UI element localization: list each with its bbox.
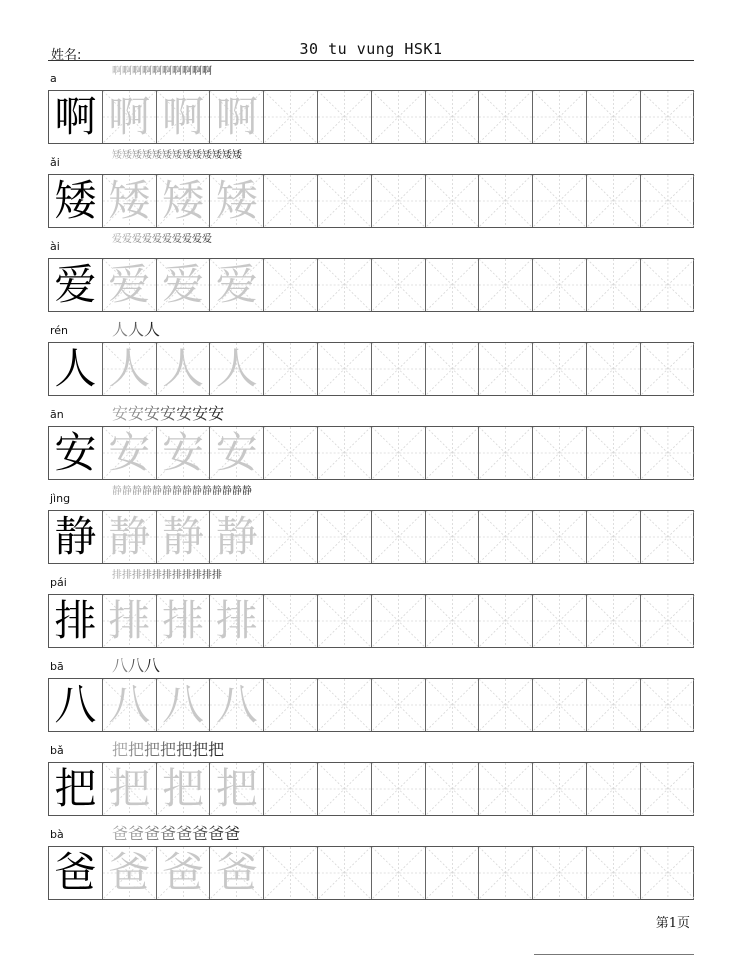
practice-cell[interactable] (264, 91, 318, 143)
pinyin-label: ān (50, 408, 64, 421)
practice-cell[interactable] (641, 259, 695, 311)
writing-grid (48, 762, 694, 816)
writing-grid (48, 342, 694, 396)
stroke-step: 排 (162, 570, 172, 581)
practice-cell[interactable] (641, 91, 695, 143)
practice-cell[interactable] (533, 847, 587, 899)
practice-row (48, 234, 694, 318)
practice-cell[interactable] (641, 679, 695, 731)
trace-character: 排 (161, 596, 204, 645)
stroke-step: 八 (112, 656, 129, 675)
stroke-order (112, 402, 292, 426)
stroke-step: 矮 (212, 150, 222, 161)
practice-cell[interactable] (641, 175, 695, 227)
trace-cell[interactable] (103, 763, 157, 815)
stroke-step: 静 (152, 486, 162, 497)
practice-cell[interactable] (533, 91, 587, 143)
practice-cell[interactable] (587, 763, 641, 815)
pinyin-label: bà (50, 828, 64, 841)
stroke-step: 啊 (142, 66, 152, 77)
stroke-order (112, 66, 292, 90)
stroke-step: 静 (222, 486, 232, 497)
stroke-step: 爱 (152, 234, 162, 245)
practice-cell[interactable] (264, 847, 318, 899)
stroke-step: 啊 (132, 66, 142, 77)
model-cell[interactable] (49, 511, 103, 563)
practice-cell[interactable] (587, 679, 641, 731)
stroke-step: 静 (182, 486, 192, 497)
stroke-step: 安 (112, 404, 129, 423)
stroke-step: 安 (160, 404, 177, 423)
practice-cell[interactable] (426, 343, 480, 395)
stroke-step: 矮 (202, 150, 212, 161)
writing-grid (48, 426, 694, 480)
practice-cell[interactable] (426, 763, 480, 815)
stroke-step: 排 (202, 570, 212, 581)
practice-cell[interactable] (372, 343, 426, 395)
stroke-order (112, 318, 292, 342)
trace-character: 人 (215, 344, 258, 393)
stroke-step: 啊 (202, 66, 212, 77)
stroke-order (112, 822, 292, 846)
stroke-step: 静 (112, 486, 122, 497)
trace-cell[interactable] (103, 511, 157, 563)
stroke-step: 爱 (132, 234, 142, 245)
trace-cell[interactable] (103, 595, 157, 647)
practice-cell[interactable] (426, 595, 480, 647)
trace-cell[interactable] (210, 427, 264, 479)
stroke-step: 爱 (122, 234, 132, 245)
stroke-step: 排 (182, 570, 192, 581)
practice-cell[interactable] (479, 511, 533, 563)
trace-character: 爱 (108, 260, 151, 309)
trace-cell[interactable] (210, 763, 264, 815)
practice-cell[interactable] (533, 175, 587, 227)
stroke-step: 矮 (192, 150, 202, 161)
stroke-step: 啊 (122, 66, 132, 77)
practice-cell[interactable] (587, 175, 641, 227)
stroke-step: 爱 (202, 234, 212, 245)
trace-cell[interactable] (210, 343, 264, 395)
practice-cell[interactable] (641, 511, 695, 563)
practice-cell[interactable] (426, 679, 480, 731)
practice-cell[interactable] (479, 595, 533, 647)
practice-cell[interactable] (426, 91, 480, 143)
stroke-step: 安 (192, 404, 209, 423)
practice-cell[interactable] (587, 343, 641, 395)
stroke-step: 爱 (172, 234, 182, 245)
practice-cell[interactable] (318, 91, 372, 143)
model-character: 静 (54, 512, 97, 561)
trace-cell[interactable] (157, 595, 211, 647)
practice-cell[interactable] (533, 763, 587, 815)
stroke-order (112, 738, 292, 762)
pinyin-label: ài (50, 240, 60, 253)
practice-cell[interactable] (264, 511, 318, 563)
stroke-step: 人 (112, 320, 129, 339)
trace-character: 排 (215, 596, 258, 645)
trace-character: 把 (215, 764, 258, 813)
model-cell[interactable] (49, 763, 103, 815)
stroke-step: 啊 (192, 66, 202, 77)
stroke-step: 矮 (222, 150, 232, 161)
practice-cell[interactable] (372, 175, 426, 227)
trace-character: 人 (108, 344, 151, 393)
practice-cell[interactable] (318, 259, 372, 311)
practice-rows (48, 66, 694, 906)
stroke-step: 安 (128, 404, 145, 423)
trace-cell[interactable] (210, 175, 264, 227)
stroke-step: 爱 (142, 234, 152, 245)
stroke-order (112, 234, 292, 258)
practice-cell[interactable] (479, 847, 533, 899)
stroke-step: 爸 (160, 824, 177, 843)
stroke-step: 静 (162, 486, 172, 497)
trace-character: 把 (108, 764, 151, 813)
pinyin-label: bǎ (50, 744, 64, 757)
stroke-step: 安 (208, 404, 225, 423)
trace-cell[interactable] (210, 595, 264, 647)
worksheet-title: 30 tu vung HSK1 (299, 40, 443, 58)
stroke-order (112, 150, 292, 174)
writing-grid (48, 846, 694, 900)
practice-cell[interactable] (372, 679, 426, 731)
stroke-step: 排 (122, 570, 132, 581)
practice-cell[interactable] (641, 427, 695, 479)
practice-cell[interactable] (426, 259, 480, 311)
pinyin-label: bā (50, 660, 64, 673)
trace-cell[interactable] (157, 91, 211, 143)
practice-cell[interactable] (372, 595, 426, 647)
practice-cell[interactable] (318, 343, 372, 395)
practice-cell[interactable] (318, 595, 372, 647)
practice-cell[interactable] (318, 175, 372, 227)
practice-cell[interactable] (479, 91, 533, 143)
trace-character: 爸 (215, 848, 258, 897)
stroke-step: 爱 (182, 234, 192, 245)
practice-cell[interactable] (264, 259, 318, 311)
trace-character: 矮 (108, 176, 151, 225)
practice-row (48, 402, 694, 486)
writing-grid (48, 594, 694, 648)
trace-character: 啊 (161, 92, 204, 141)
stroke-step: 静 (172, 486, 182, 497)
practice-cell[interactable] (426, 847, 480, 899)
practice-cell[interactable] (533, 259, 587, 311)
practice-cell[interactable] (479, 679, 533, 731)
practice-cell[interactable] (587, 91, 641, 143)
practice-row (48, 150, 694, 234)
practice-cell[interactable] (533, 511, 587, 563)
pinyin-label: ǎi (50, 156, 60, 169)
practice-cell[interactable] (641, 763, 695, 815)
practice-row (48, 822, 694, 906)
stroke-step: 安 (144, 404, 161, 423)
stroke-step: 排 (192, 570, 202, 581)
trace-cell[interactable] (210, 679, 264, 731)
practice-cell[interactable] (426, 175, 480, 227)
stroke-step: 矮 (182, 150, 192, 161)
trace-cell[interactable] (157, 175, 211, 227)
practice-cell[interactable] (533, 595, 587, 647)
trace-character: 爱 (215, 260, 258, 309)
stroke-step: 啊 (182, 66, 192, 77)
stroke-step: 矮 (152, 150, 162, 161)
model-character: 啊 (54, 92, 97, 141)
trace-cell[interactable] (103, 91, 157, 143)
stroke-step: 矮 (112, 150, 122, 161)
name-label: 姓名: (51, 48, 82, 63)
pinyin-label: a (50, 72, 57, 85)
practice-cell[interactable] (587, 595, 641, 647)
page-number: 第1页 (655, 916, 690, 931)
stroke-step: 静 (122, 486, 132, 497)
practice-cell[interactable] (479, 427, 533, 479)
stroke-step: 矮 (142, 150, 152, 161)
practice-cell[interactable] (587, 511, 641, 563)
stroke-step: 八 (144, 656, 161, 675)
stroke-step: 爱 (192, 234, 202, 245)
trace-character: 爱 (161, 260, 204, 309)
stroke-step: 排 (142, 570, 152, 581)
trace-character: 爸 (108, 848, 151, 897)
stroke-step: 爸 (128, 824, 145, 843)
practice-cell[interactable] (372, 259, 426, 311)
model-character: 八 (54, 680, 97, 729)
practice-cell[interactable] (372, 763, 426, 815)
trace-cell[interactable] (210, 259, 264, 311)
practice-cell[interactable] (479, 763, 533, 815)
trace-cell[interactable] (157, 511, 211, 563)
model-cell[interactable] (49, 679, 103, 731)
footer-divider (534, 954, 694, 955)
practice-cell[interactable] (641, 343, 695, 395)
stroke-step: 啊 (112, 66, 122, 77)
trace-cell[interactable] (103, 427, 157, 479)
stroke-order (112, 486, 292, 510)
stroke-step: 把 (192, 740, 209, 759)
trace-cell[interactable] (157, 847, 211, 899)
practice-cell[interactable] (533, 427, 587, 479)
stroke-step: 爸 (144, 824, 161, 843)
worksheet-header (48, 40, 694, 61)
trace-character: 安 (161, 428, 204, 477)
practice-cell[interactable] (264, 763, 318, 815)
practice-cell[interactable] (587, 427, 641, 479)
model-cell[interactable] (49, 175, 103, 227)
practice-cell[interactable] (587, 259, 641, 311)
practice-cell[interactable] (372, 847, 426, 899)
pinyin-label: rén (50, 324, 69, 337)
stroke-step: 把 (128, 740, 145, 759)
trace-character: 排 (108, 596, 151, 645)
trace-cell[interactable] (103, 259, 157, 311)
model-cell[interactable] (49, 91, 103, 143)
trace-character: 矮 (161, 176, 204, 225)
stroke-step: 人 (128, 320, 145, 339)
stroke-step: 静 (192, 486, 202, 497)
trace-character: 八 (108, 680, 151, 729)
practice-cell[interactable] (372, 511, 426, 563)
practice-cell[interactable] (318, 511, 372, 563)
trace-cell[interactable] (157, 259, 211, 311)
model-cell[interactable] (49, 427, 103, 479)
trace-cell[interactable] (210, 847, 264, 899)
practice-cell[interactable] (264, 679, 318, 731)
model-cell[interactable] (49, 595, 103, 647)
stroke-step: 静 (232, 486, 242, 497)
stroke-step: 静 (132, 486, 142, 497)
practice-cell[interactable] (587, 847, 641, 899)
practice-cell[interactable] (479, 259, 533, 311)
model-character: 人 (54, 344, 97, 393)
stroke-step: 爸 (208, 824, 225, 843)
stroke-step: 矮 (162, 150, 172, 161)
stroke-step: 把 (144, 740, 161, 759)
model-character: 把 (54, 764, 97, 813)
model-character: 矮 (54, 176, 97, 225)
trace-character: 静 (161, 512, 204, 561)
practice-cell[interactable] (318, 679, 372, 731)
stroke-step: 啊 (172, 66, 182, 77)
trace-character: 人 (161, 344, 204, 393)
stroke-step: 矮 (132, 150, 142, 161)
stroke-step: 矮 (172, 150, 182, 161)
trace-character: 爸 (161, 848, 204, 897)
practice-row (48, 738, 694, 822)
model-cell[interactable] (49, 847, 103, 899)
writing-grid (48, 90, 694, 144)
stroke-step: 爸 (112, 824, 129, 843)
practice-cell[interactable] (318, 763, 372, 815)
trace-cell[interactable] (157, 427, 211, 479)
model-character: 爸 (54, 848, 97, 897)
trace-character: 矮 (215, 176, 258, 225)
stroke-step: 静 (142, 486, 152, 497)
trace-character: 静 (215, 512, 258, 561)
writing-grid (48, 510, 694, 564)
practice-cell[interactable] (264, 343, 318, 395)
trace-cell[interactable] (157, 763, 211, 815)
writing-grid (48, 174, 694, 228)
trace-cell[interactable] (103, 679, 157, 731)
stroke-step: 爸 (192, 824, 209, 843)
stroke-step: 啊 (162, 66, 172, 77)
trace-cell[interactable] (103, 175, 157, 227)
practice-cell[interactable] (264, 595, 318, 647)
model-cell[interactable] (49, 259, 103, 311)
stroke-step: 把 (160, 740, 177, 759)
stroke-step: 八 (128, 656, 145, 675)
stroke-order (112, 654, 292, 678)
stroke-step: 矮 (232, 150, 242, 161)
stroke-step: 排 (112, 570, 122, 581)
stroke-step: 爸 (224, 824, 241, 843)
writing-grid (48, 258, 694, 312)
trace-character: 静 (108, 512, 151, 561)
pinyin-label: pái (50, 576, 67, 589)
stroke-step: 把 (176, 740, 193, 759)
stroke-step: 静 (212, 486, 222, 497)
practice-cell[interactable] (533, 679, 587, 731)
trace-character: 八 (161, 680, 204, 729)
trace-cell[interactable] (103, 847, 157, 899)
stroke-step: 安 (176, 404, 193, 423)
trace-character: 安 (108, 428, 151, 477)
practice-row (48, 66, 694, 150)
stroke-step: 静 (242, 486, 252, 497)
trace-character: 啊 (215, 92, 258, 141)
practice-cell[interactable] (426, 427, 480, 479)
model-cell[interactable] (49, 343, 103, 395)
practice-cell[interactable] (479, 343, 533, 395)
pinyin-label: jìng (50, 492, 71, 505)
trace-cell[interactable] (157, 343, 211, 395)
practice-cell[interactable] (641, 595, 695, 647)
stroke-step: 静 (202, 486, 212, 497)
practice-cell[interactable] (264, 175, 318, 227)
stroke-step: 排 (132, 570, 142, 581)
practice-row (48, 486, 694, 570)
stroke-step: 爱 (162, 234, 172, 245)
practice-row (48, 318, 694, 402)
stroke-step: 人 (144, 320, 161, 339)
trace-cell[interactable] (210, 91, 264, 143)
practice-cell[interactable] (264, 427, 318, 479)
model-character: 排 (54, 596, 97, 645)
trace-cell[interactable] (103, 343, 157, 395)
trace-character: 啊 (108, 92, 151, 141)
trace-cell[interactable] (157, 679, 211, 731)
stroke-step: 排 (172, 570, 182, 581)
stroke-order (112, 570, 292, 594)
stroke-step: 把 (112, 740, 129, 759)
trace-character: 把 (161, 764, 204, 813)
stroke-step: 把 (208, 740, 225, 759)
model-character: 爱 (54, 260, 97, 309)
stroke-step: 矮 (122, 150, 132, 161)
practice-row (48, 570, 694, 654)
stroke-step: 排 (152, 570, 162, 581)
writing-grid (48, 678, 694, 732)
trace-cell[interactable] (210, 511, 264, 563)
practice-cell[interactable] (318, 847, 372, 899)
trace-character: 八 (215, 680, 258, 729)
practice-row (48, 654, 694, 738)
practice-cell[interactable] (533, 343, 587, 395)
model-character: 安 (54, 428, 97, 477)
stroke-step: 爱 (112, 234, 122, 245)
practice-cell[interactable] (479, 175, 533, 227)
practice-cell[interactable] (372, 91, 426, 143)
practice-cell[interactable] (641, 847, 695, 899)
stroke-step: 排 (212, 570, 222, 581)
stroke-step: 爸 (176, 824, 193, 843)
trace-character: 安 (215, 428, 258, 477)
practice-cell[interactable] (426, 511, 480, 563)
practice-cell[interactable] (372, 427, 426, 479)
stroke-step: 啊 (152, 66, 162, 77)
practice-cell[interactable] (318, 427, 372, 479)
